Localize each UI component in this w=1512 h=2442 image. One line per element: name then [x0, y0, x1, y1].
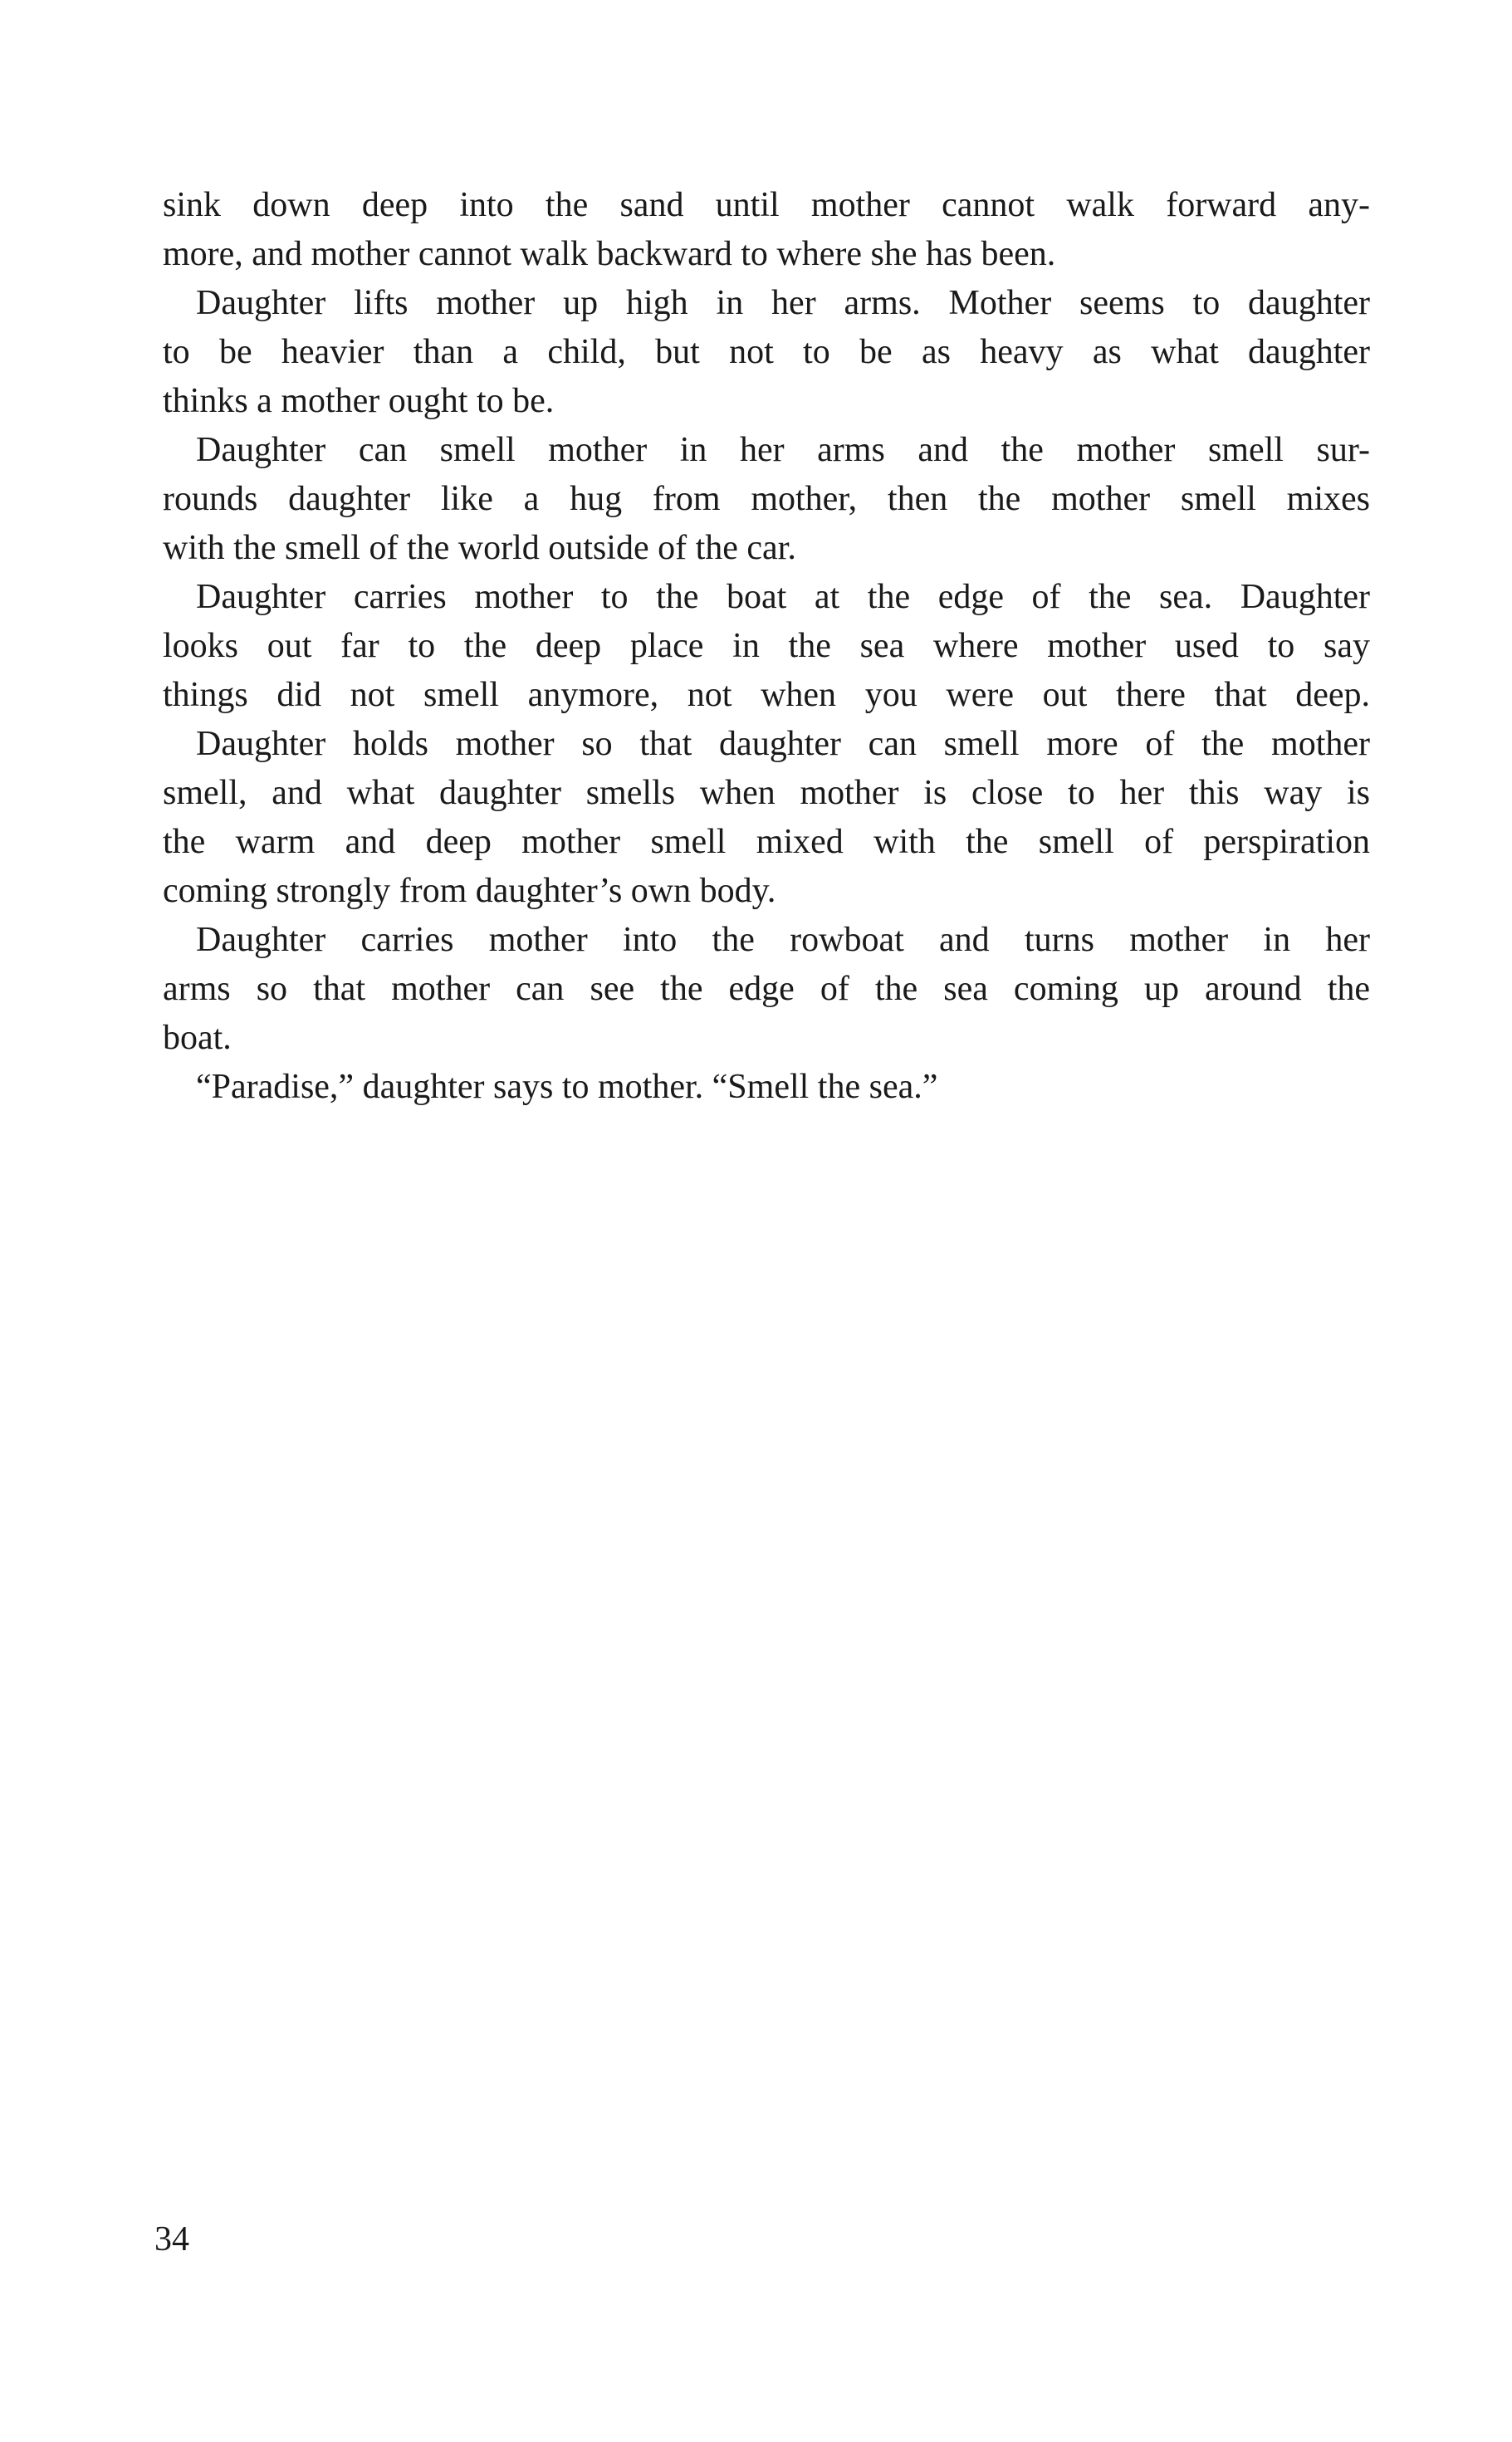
text-line: coming strongly from daughter’s own body.: [163, 872, 776, 910]
text-line: Daughter carries mother into the rowboat and turns mother in her: [196, 921, 1370, 959]
text-line: the warm and deep mother smell mixed with the smell of perspiration: [163, 823, 1370, 861]
body-text: [163, 181, 1370, 1112]
text-line: things did not smell anymore, not when you were out there that deep.: [163, 676, 1370, 714]
text-line: sink down deep into the sand until mother cannot walk forward any-: [163, 186, 1370, 224]
text-line: Daughter lifts mother up high in her arms. Mother seems to daughter: [196, 284, 1370, 322]
text-line: Daughter can smell mother in her arms and the mother smell sur-: [196, 431, 1370, 469]
text-line: more, and mother cannot walk backward to where she has been.: [163, 235, 1056, 273]
text-line: Daughter carries mother to the boat at the edge of the sea. Daughter: [196, 578, 1370, 616]
text-line: arms so that mother can see the edge of the sea coming up around the: [163, 970, 1370, 1008]
text-line: to be heavier than a child, but not to be as heavy as what daughter: [163, 333, 1370, 371]
text-line: “Paradise,” daughter says to mother. “Smell the sea.”: [196, 1068, 938, 1106]
page-number: 34: [154, 2220, 189, 2258]
text-line: Daughter holds mother so that daughter can smell more of the mother: [196, 725, 1370, 763]
text-line: boat.: [163, 1019, 232, 1057]
text-line: with the smell of the world outside of the car.: [163, 529, 796, 567]
text-line: smell, and what daughter smells when mother is close to her this way is: [163, 774, 1370, 812]
text-line: rounds daughter like a hug from mother, then the mother smell mixes: [163, 480, 1370, 518]
text-line: looks out far to the deep place in the sea where mother used to say: [163, 627, 1370, 665]
text-line: thinks a mother ought to be.: [163, 382, 555, 420]
